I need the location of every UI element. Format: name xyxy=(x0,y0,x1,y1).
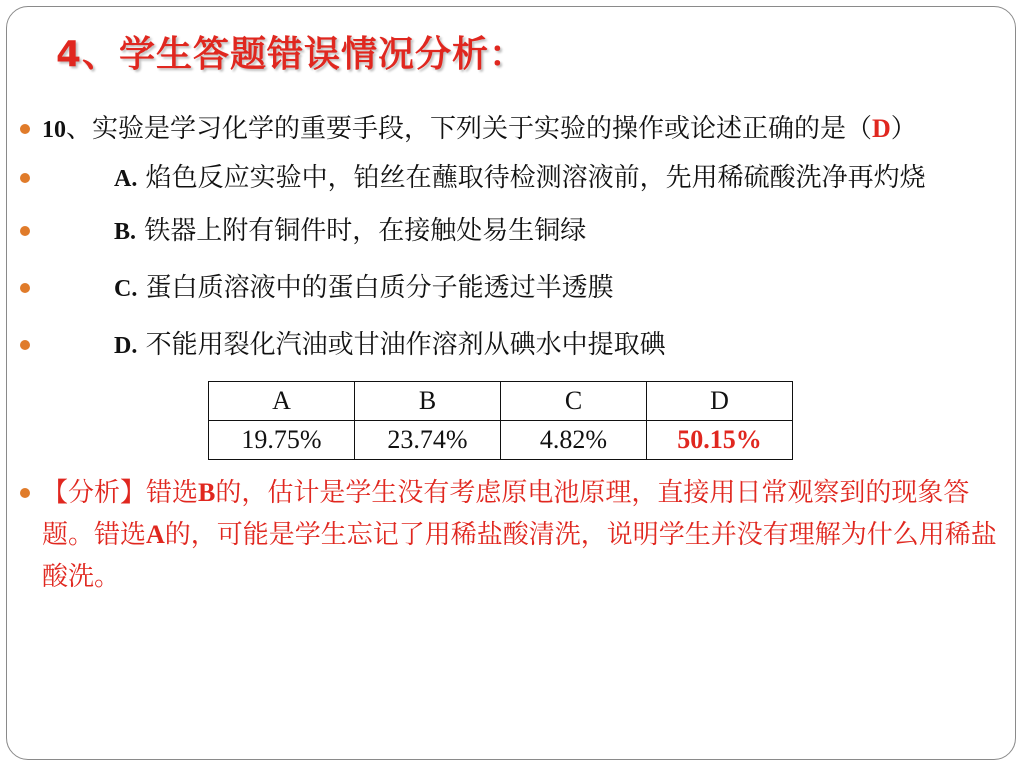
option-d-row xyxy=(20,324,1004,367)
analysis-row xyxy=(20,472,1004,598)
bullet-icon xyxy=(20,488,30,498)
option-d-letter: D. xyxy=(114,333,138,359)
option-b-letter: B. xyxy=(114,219,137,245)
option-a-letter: A. xyxy=(114,166,138,192)
question-row xyxy=(20,108,1004,151)
stats-table xyxy=(208,381,793,460)
analysis-text-1: 【分析】错选 xyxy=(42,478,199,508)
table-header-cell: D xyxy=(647,382,793,421)
bullet-icon xyxy=(20,124,30,134)
option-c-letter: C. xyxy=(114,276,138,302)
option-a-row xyxy=(20,157,1004,200)
bullet-icon xyxy=(20,173,30,183)
slide-title: 4、学生答题错误情况分析： xyxy=(56,34,527,75)
question-text: 、实验是学习化学的重要手段，下列关于实验的操作或论述正确的是（ xyxy=(66,114,873,144)
option-a-text: 焰色反应实验中，铂丝在蘸取待检测溶液前，先用稀硫酸洗净再灼烧 xyxy=(145,163,926,193)
bullet-icon xyxy=(20,226,30,236)
option-c-row xyxy=(20,267,1004,310)
table-row xyxy=(209,421,793,460)
option-b-text: 铁器上附有铜件时，在接触处易生铜绿 xyxy=(144,216,587,246)
option-b-row xyxy=(20,210,1004,253)
table-cell-highlight: 50.15% xyxy=(647,421,793,460)
analysis-text-2: 的，估计是学生没有考虑原电池原理，直接用日常观察到的现象答题。错选 xyxy=(42,478,970,550)
option-d-text: 不能用裂化汽油或甘油作溶剂从碘水中提取碘 xyxy=(145,330,666,360)
stats-table-wrap xyxy=(208,381,1004,460)
question-answer: D xyxy=(872,114,891,143)
analysis-b-letter: B xyxy=(198,478,216,507)
table-cell: 19.75% xyxy=(209,421,355,460)
analysis-text-3: 的，可能是学生忘记了用稀盐酸清洗，说明学生并没有理解为什么用稀盐酸洗。 xyxy=(42,520,997,592)
question-number: 10 xyxy=(42,117,66,143)
slide-content xyxy=(20,108,1004,598)
bullet-icon xyxy=(20,283,30,293)
table-header-row xyxy=(209,382,793,421)
table-cell: 4.82% xyxy=(501,421,647,460)
question-close: ） xyxy=(890,114,917,144)
bullet-icon xyxy=(20,340,30,350)
analysis-a-letter: A xyxy=(146,520,165,549)
table-cell: 23.74% xyxy=(355,421,501,460)
table-header-cell: C xyxy=(501,382,647,421)
option-c-text: 蛋白质溶液中的蛋白质分子能透过半透膜 xyxy=(145,273,614,303)
table-header-cell: A xyxy=(209,382,355,421)
table-header-cell: B xyxy=(355,382,501,421)
